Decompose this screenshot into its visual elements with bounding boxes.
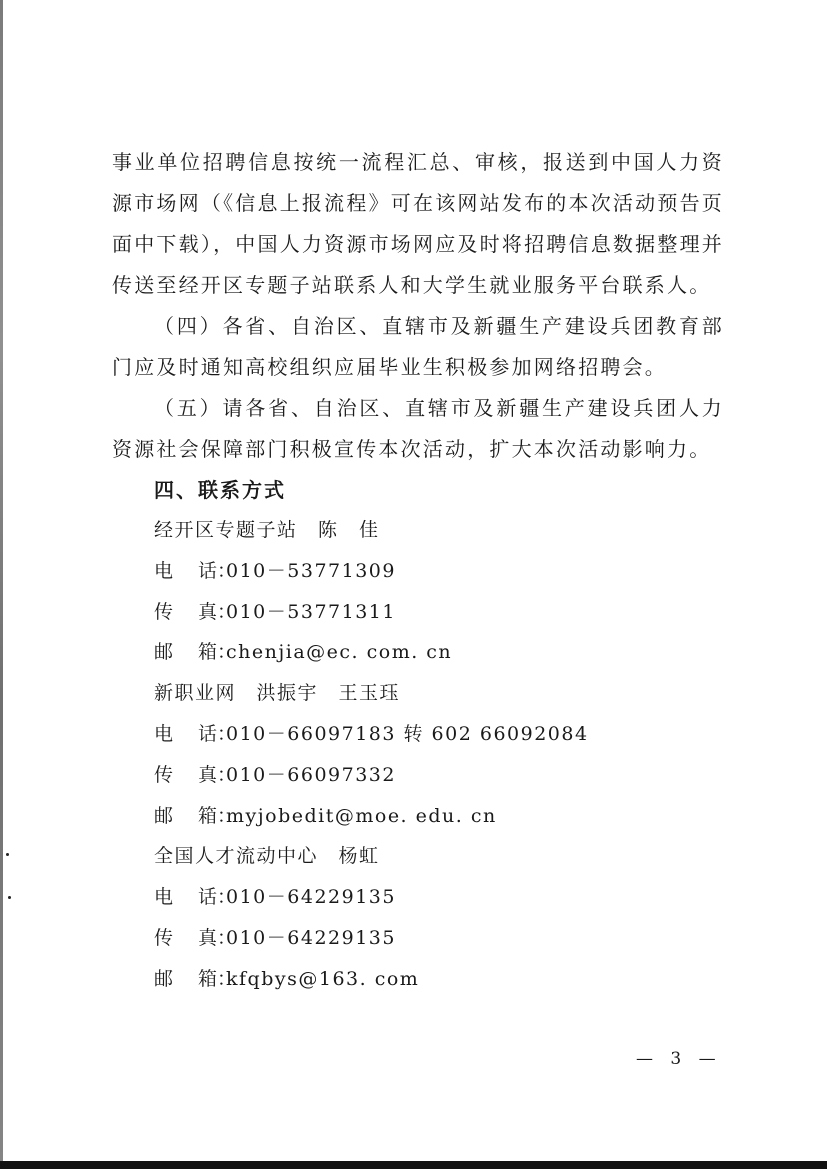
fax-label: 传 真：: [154, 600, 237, 623]
contact-fax: 010－64229135: [226, 926, 396, 949]
body-text: [112, 142, 724, 511]
contact-phone: 010－53771309: [226, 559, 396, 582]
scan-speck: [8, 896, 11, 899]
contact-email-line: [154, 796, 714, 837]
contact-fax-line: [154, 918, 714, 959]
phone-label: 电 话：: [154, 559, 237, 582]
scan-edge-bottom: [0, 1161, 827, 1169]
contact-phone: 010－64229135: [226, 886, 396, 909]
contact-phone-line: [154, 551, 714, 592]
scan-speck: [6, 853, 9, 856]
contact-phone-line: [154, 714, 714, 755]
contact-phone-line: [154, 877, 714, 918]
contact-fax-line: [154, 592, 714, 633]
email-label: 邮 箱：: [154, 967, 237, 990]
contact-fax-line: [154, 755, 714, 796]
contact-list: [154, 510, 714, 1000]
contact-email-line: [154, 959, 714, 1000]
page-number: — 3 —: [636, 1049, 722, 1069]
fax-label: 传 真：: [154, 763, 237, 786]
email-label: 邮 箱：: [154, 641, 237, 664]
phone-label: 电 话：: [154, 886, 237, 909]
email-label: 邮 箱：: [154, 804, 237, 827]
paragraph-info-reporting: 事业单位招聘信息按统一流程汇总、审核，报送到中国人力资源市场网（《信息上报流程》可在该网站发布的本次活动预告页面中下载），中国人力资源市场网应及时将招聘信息数据整理并传送至经开区专题子站联系人和大学生就业服务平台联系人。: [112, 150, 724, 297]
fax-label: 传 真：: [154, 926, 237, 949]
contact-fax: 010－53771311: [226, 600, 396, 623]
phone-label: 电 话：: [154, 722, 237, 745]
contact-org: 新职业网 洪振宇 王玉珏: [154, 682, 401, 705]
scan-edge-left: [0, 0, 3, 1169]
contact-email: myjobedit@moe. edu. cn: [226, 804, 497, 827]
contact-email: kfqbys@163. com: [226, 967, 420, 990]
contact-phone: 010－66097183 转 602 66092084: [226, 722, 589, 745]
contact-org: 经开区专题子站 陈 佳: [154, 519, 380, 541]
paragraph-item-4: （四）各省、自治区、直辖市及新疆生产建设兵团教育部门应及时通知高校组织应届毕业生积极参加网络招聘会。: [112, 314, 724, 379]
contact-email-line: [154, 632, 714, 673]
paragraph-item-5: （五）请各省、自治区、直辖市及新疆生产建设兵团人力资源社会保障部门积极宣传本次活动，扩大本次活动影响力。: [112, 396, 724, 461]
contact-org: 全国人才流动中心 杨虹: [154, 845, 380, 868]
contact-fax: 010－66097332: [226, 763, 396, 786]
section-heading-contact: 四、联系方式: [154, 478, 286, 502]
contact-email: chenjia@ec. com. cn: [226, 641, 453, 664]
